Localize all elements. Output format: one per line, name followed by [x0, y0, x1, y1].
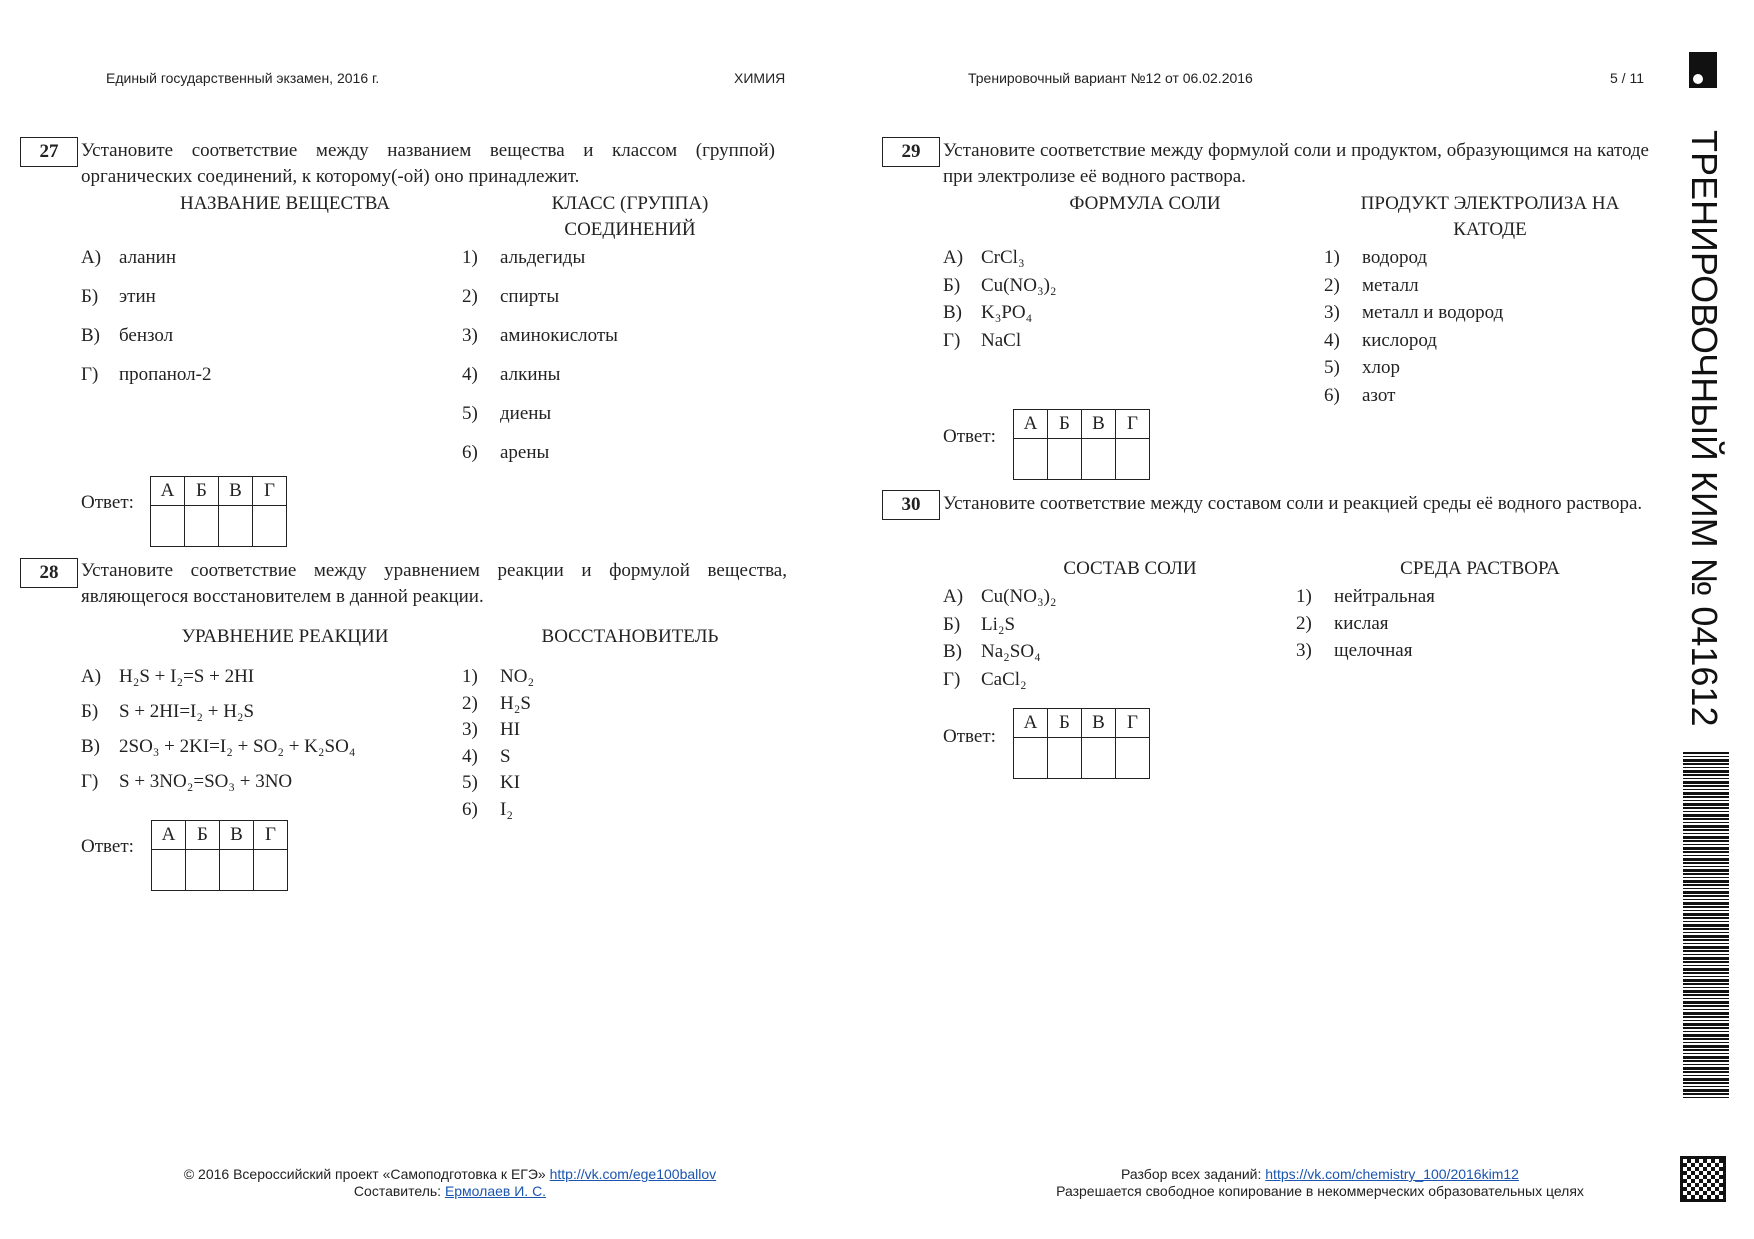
option-label: 1)	[1324, 247, 1340, 268]
option-label: Г)	[943, 329, 961, 351]
answer-input-cell[interactable]	[1048, 439, 1082, 480]
option-item-right	[462, 664, 535, 690]
option-item-left	[943, 612, 1016, 638]
option-item-left	[81, 245, 177, 271]
option-label: 4)	[462, 745, 478, 767]
option-text: HI	[500, 719, 521, 740]
column-header: СОСТАВ СОЛИ	[1063, 558, 1197, 579]
option-item-right	[462, 362, 561, 388]
option-item-right	[1324, 383, 1396, 409]
option-text: Na₂SO₄	[981, 641, 1041, 662]
header-subject: ХИМИЯ	[734, 70, 786, 86]
option-item-right	[462, 401, 552, 427]
option-item-right	[462, 717, 521, 743]
answer-table[interactable]	[1013, 409, 1150, 480]
option-item-left	[81, 734, 356, 760]
answer-label: Ответ:	[81, 836, 134, 857]
option-text: NO₂	[500, 666, 535, 687]
question-number: 28	[20, 558, 78, 588]
copyright-link[interactable]: http://vk.com/ege100ballov	[549, 1166, 717, 1182]
author-label: Составитель:	[353, 1183, 442, 1199]
option-label: 4)	[1324, 329, 1340, 351]
answer-table[interactable]	[1013, 708, 1150, 779]
option-item-left	[943, 328, 1022, 354]
author-link[interactable]: Ермолаев И. С.	[444, 1183, 547, 1199]
option-label: 5)	[1324, 357, 1340, 378]
answer-header-cell: Г	[254, 821, 288, 850]
qr-code	[1680, 1156, 1726, 1202]
corner-mark	[1689, 52, 1717, 88]
option-label: Б)	[81, 286, 99, 307]
option-item-right	[1324, 245, 1428, 271]
option-text: бензол	[119, 325, 174, 346]
option-label: Б)	[943, 274, 961, 296]
answer-header-cell: А	[151, 477, 185, 506]
header-page: 5 / 11	[1610, 70, 1644, 86]
option-text: S + 3NO₂=SO₃ + 3NO	[119, 771, 293, 792]
option-label: В)	[81, 325, 100, 346]
option-text: аминокислоты	[500, 325, 618, 346]
answer-input-cell[interactable]	[151, 506, 185, 547]
option-text: Cu(NO₃)₂	[981, 586, 1057, 607]
answer-header-cell: Б	[1048, 709, 1082, 738]
option-text: K₃PO₄	[981, 302, 1033, 323]
question-text: Установите соответствие между уравнением реакции и формулой вещества, являющегося восстановителем в данной реакции.	[81, 560, 787, 607]
question-text: Установите соответствие между формулой соли и продуктом, образующимся на катоде при электролизе её водного раствора.	[943, 140, 1649, 187]
footer-right	[1010, 1166, 1630, 1200]
answer-input-cell[interactable]	[186, 850, 220, 891]
option-text: H₂S	[500, 692, 531, 714]
option-item-left	[943, 584, 1057, 610]
option-label: Г)	[81, 364, 99, 385]
column-header: ПРОДУКТ ЭЛЕКТРОЛИЗА НА КАТОДЕ	[1360, 193, 1620, 240]
footer-left	[150, 1166, 750, 1200]
option-label: 3)	[462, 325, 478, 346]
option-text: металл и водород	[1362, 302, 1504, 323]
option-label: 6)	[1324, 384, 1340, 406]
option-text: арены	[500, 442, 550, 463]
header-exam: Единый государственный экзамен, 2016 г.	[106, 70, 380, 86]
license-text: Разрешается свободное копирование в некоммерческих образовательных целях	[1056, 1183, 1584, 1199]
answer-header-cell: А	[1014, 410, 1048, 439]
option-item-left	[943, 300, 1033, 326]
option-item-right	[1324, 355, 1400, 381]
option-item-left	[81, 699, 255, 725]
option-item-right	[1296, 638, 1413, 664]
answer-input-cell[interactable]	[1082, 738, 1116, 779]
option-text: металл	[1362, 274, 1419, 296]
barcode	[1683, 752, 1729, 1099]
option-text: I₂	[500, 798, 513, 820]
answer-label: Ответ:	[943, 726, 996, 747]
option-text: Cu(NO₃)₂	[981, 274, 1057, 296]
option-text: аланин	[119, 247, 177, 268]
option-item-left	[81, 323, 174, 349]
analysis-link[interactable]: https://vk.com/chemistry_100/2016kim12	[1265, 1166, 1519, 1182]
side-title: ТРЕНИРОВОЧНЫЙ КИМ № 041612	[1684, 130, 1725, 727]
option-label: Г)	[81, 771, 99, 792]
option-text: S + 2HI=I₂ + H₂S	[119, 701, 255, 722]
answer-input-cell[interactable]	[1014, 738, 1048, 779]
option-item-left	[81, 664, 255, 690]
question-number: 27	[20, 137, 78, 167]
header-variant: Тренировочный вариант №12 от 06.02.2016	[968, 70, 1253, 86]
option-item-right	[462, 245, 586, 271]
option-text: этин	[119, 286, 156, 307]
option-label: 6)	[462, 442, 478, 463]
answer-header-cell: Б	[1048, 410, 1082, 439]
answer-table[interactable]	[150, 476, 287, 547]
option-text: щелочная	[1334, 640, 1413, 661]
option-item-left	[943, 667, 1027, 693]
column-header: УРАВНЕНИЕ РЕАКЦИИ	[181, 626, 389, 647]
column-header: КЛАСС (ГРУППА) СОЕДИНЕНИЙ	[551, 193, 709, 240]
option-item-right	[462, 691, 531, 717]
option-item-right	[462, 323, 618, 349]
answer-header-cell: В	[1082, 410, 1116, 439]
answer-input-cell[interactable]	[1116, 439, 1150, 480]
option-label: 2)	[1296, 613, 1312, 634]
copyright: © 2016 Всероссийский проект «Самоподготовка к ЕГЭ»	[183, 1166, 546, 1182]
answer-input-cell[interactable]	[152, 850, 186, 891]
option-label: 3)	[462, 719, 478, 740]
question-number: 30	[882, 490, 940, 520]
column-header: ВОССТАНОВИТЕЛЬ	[541, 626, 719, 647]
option-label: 5)	[462, 403, 478, 424]
option-item-right	[462, 440, 550, 466]
option-item-right	[1324, 300, 1504, 326]
option-label: 3)	[1296, 640, 1312, 661]
answer-input-cell[interactable]	[1082, 439, 1116, 480]
answer-header-cell: В	[1082, 709, 1116, 738]
option-item-right	[462, 770, 521, 796]
option-label: 1)	[462, 666, 478, 687]
option-item-right	[1324, 328, 1437, 354]
option-label: 6)	[462, 798, 478, 820]
answer-table[interactable]	[151, 820, 288, 891]
option-text: алкины	[500, 364, 561, 385]
option-text: диены	[500, 403, 552, 424]
option-label: А)	[943, 586, 964, 607]
option-text: KI	[500, 772, 521, 793]
column-header: НАЗВАНИЕ ВЕЩЕСТВА	[179, 193, 390, 214]
option-text: водород	[1362, 247, 1428, 268]
question-text: Установите соответствие между названием вещества и классом (группой) органических соединений, к которому(-ой) оно принадлежит.	[81, 140, 775, 187]
option-text: Li₂S	[981, 613, 1016, 635]
option-label: А)	[81, 247, 102, 268]
option-item-left	[943, 273, 1057, 299]
option-item-right	[1296, 611, 1389, 637]
answer-label: Ответ:	[943, 426, 996, 447]
question-number: 29	[882, 137, 940, 167]
option-text: CaCl₂	[981, 668, 1027, 690]
answer-input-cell[interactable]	[219, 506, 253, 547]
option-label: 3)	[1324, 302, 1340, 323]
option-item-right	[462, 744, 511, 770]
option-label: 1)	[462, 247, 478, 268]
option-text: пропанол-2	[119, 364, 212, 385]
answer-input-cell[interactable]	[220, 850, 254, 891]
option-item-left	[81, 769, 293, 795]
answer-input-cell[interactable]	[1116, 738, 1150, 779]
option-text: спирты	[500, 286, 560, 307]
option-text: азот	[1362, 384, 1396, 406]
answer-label: Ответ:	[81, 492, 134, 513]
answer-header-cell: Г	[253, 477, 287, 506]
option-text: NaCl	[981, 329, 1022, 351]
option-label: А)	[943, 247, 964, 268]
option-label: 2)	[462, 286, 478, 307]
option-label: В)	[943, 641, 962, 662]
answer-header-cell: Г	[1116, 410, 1150, 439]
option-text: H₂S + I₂=S + 2HI	[119, 666, 255, 687]
answer-input-cell[interactable]	[254, 850, 288, 891]
question-text: Установите соответствие между составом соли и реакцией среды её водного раствора.	[943, 493, 1643, 514]
option-item-right	[462, 797, 513, 823]
option-label: 1)	[1296, 586, 1312, 607]
answer-header-cell: Б	[185, 477, 219, 506]
answer-header-cell: Г	[1116, 709, 1150, 738]
answer-header-cell: В	[220, 821, 254, 850]
answer-header-cell: А	[152, 821, 186, 850]
answer-input-cell[interactable]	[253, 506, 287, 547]
option-label: В)	[81, 736, 100, 757]
option-label: А)	[81, 666, 102, 687]
option-text: нейтральная	[1334, 586, 1435, 607]
option-text: 2SO₃ + 2KI=I₂ + SO₂ + K₂SO₄	[119, 736, 356, 757]
option-label: 2)	[462, 692, 478, 714]
option-item-left	[943, 245, 1025, 271]
answer-input-cell[interactable]	[185, 506, 219, 547]
option-text: альдегиды	[500, 247, 586, 268]
option-item-left	[81, 284, 156, 310]
analysis-label: Разбор всех заданий:	[1121, 1166, 1262, 1182]
option-label: 5)	[462, 772, 478, 793]
answer-header-cell: Б	[186, 821, 220, 850]
option-label: 4)	[462, 364, 478, 385]
column-header: ФОРМУЛА СОЛИ	[1069, 193, 1221, 214]
answer-input-cell[interactable]	[1014, 439, 1048, 480]
option-label: 2)	[1324, 274, 1340, 296]
option-text: хлор	[1362, 357, 1400, 378]
column-header: СРЕДА РАСТВОРА	[1400, 558, 1560, 579]
answer-input-cell[interactable]	[1048, 738, 1082, 779]
option-label: В)	[943, 302, 962, 323]
option-item-left	[81, 362, 212, 388]
option-label: Б)	[943, 613, 961, 635]
option-item-right	[462, 284, 560, 310]
option-item-right	[1324, 273, 1419, 299]
option-item-right	[1296, 584, 1435, 610]
option-text: кислород	[1362, 329, 1437, 351]
option-text: S	[500, 745, 511, 767]
option-text: CrCl₃	[981, 247, 1025, 268]
option-text: кислая	[1334, 613, 1389, 634]
option-label: Б)	[81, 701, 99, 722]
answer-header-cell: В	[219, 477, 253, 506]
option-label: Г)	[943, 668, 961, 690]
answer-header-cell: А	[1014, 709, 1048, 738]
option-item-left	[943, 639, 1041, 665]
